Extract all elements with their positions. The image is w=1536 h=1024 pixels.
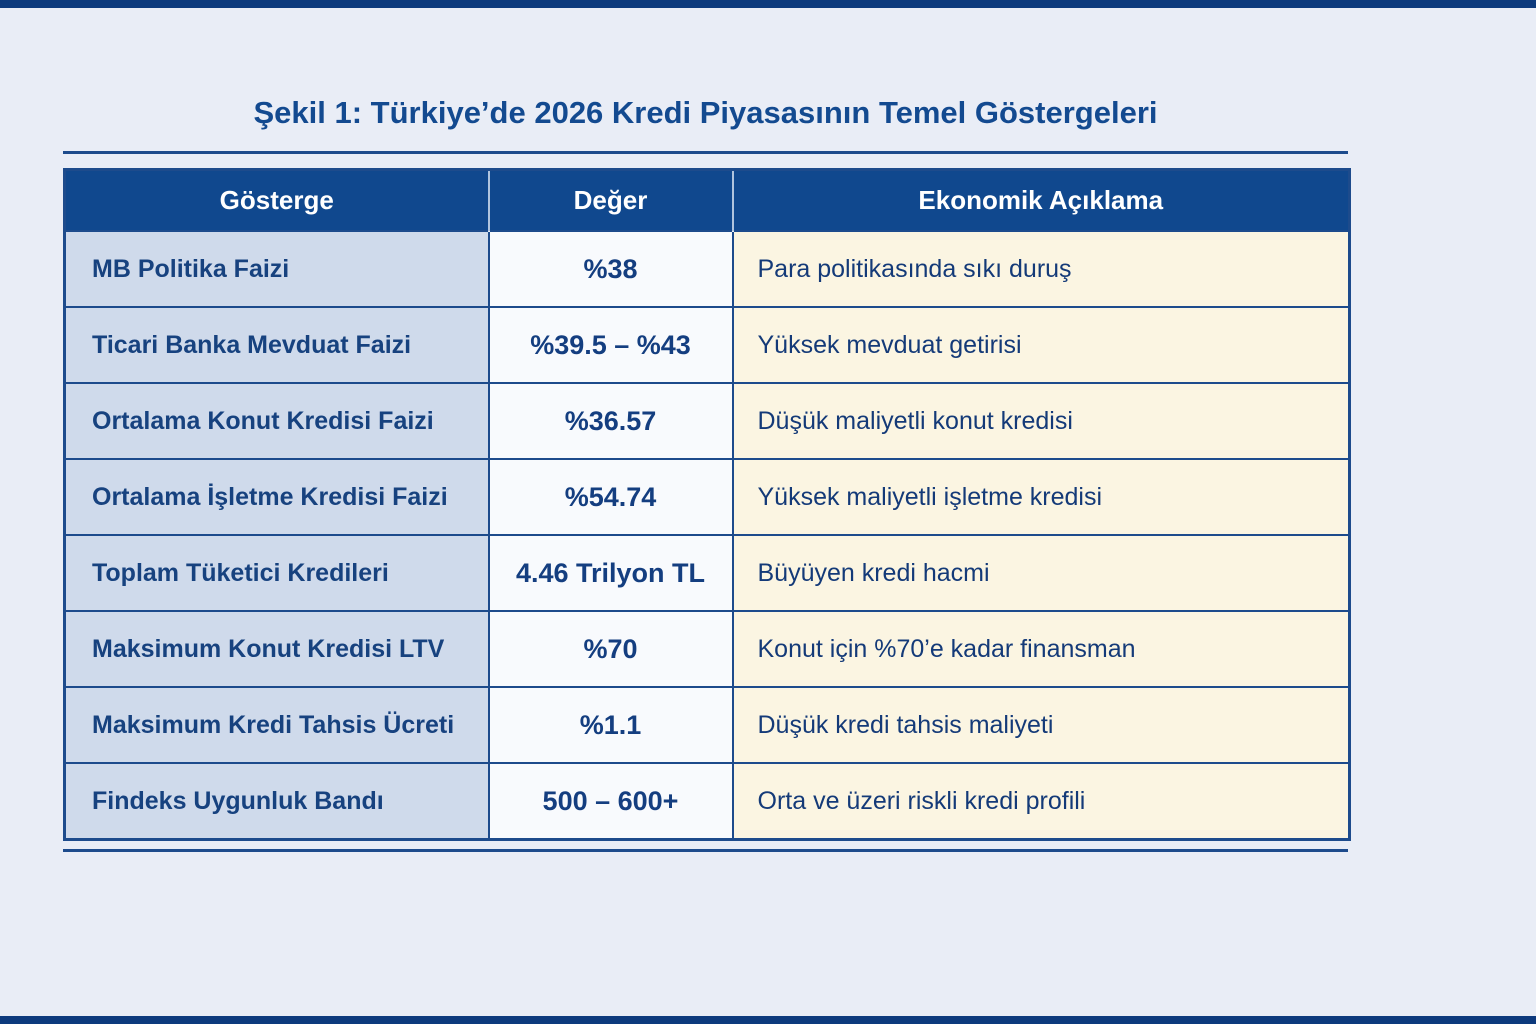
- column-header-deger: Değer: [489, 170, 733, 232]
- value-cell: 500 – 600+: [489, 763, 733, 840]
- explanation-cell: Konut için %70’e kadar finansman: [733, 611, 1350, 687]
- table-row: [65, 459, 1350, 535]
- figure-container: [63, 8, 1348, 852]
- indicator-cell: Ortalama İşletme Kredisi Faizi: [65, 459, 489, 535]
- table-row: [65, 383, 1350, 459]
- value-cell: %39.5 – %43: [489, 307, 733, 383]
- explanation-cell: Yüksek mevduat getirisi: [733, 307, 1350, 383]
- value-cell: %54.74: [489, 459, 733, 535]
- value-cell: %70: [489, 611, 733, 687]
- figure-title: Şekil 1: Türkiye’de 2026 Kredi Piyasasının Temel Göstergeleri: [253, 95, 1158, 130]
- table-row: [65, 307, 1350, 383]
- value-cell: %38: [489, 231, 733, 307]
- explanation-cell: Para politikasında sıkı duruş: [733, 231, 1350, 307]
- indicator-cell: Ortalama Konut Kredisi Faizi: [65, 383, 489, 459]
- explanation-cell: Düşük maliyetli konut kredisi: [733, 383, 1350, 459]
- indicator-cell: Maksimum Konut Kredisi LTV: [65, 611, 489, 687]
- explanation-cell: Yüksek maliyetli işletme kredisi: [733, 459, 1350, 535]
- value-cell: 4.46 Trilyon TL: [489, 535, 733, 611]
- table-row: [65, 611, 1350, 687]
- explanation-cell: Düşük kredi tahsis maliyeti: [733, 687, 1350, 763]
- indicator-table: [63, 168, 1351, 841]
- table-header-row: [65, 170, 1350, 232]
- indicator-cell: Findeks Uygunluk Bandı: [65, 763, 489, 840]
- table-row: [65, 687, 1350, 763]
- indicator-cell: MB Politika Faizi: [65, 231, 489, 307]
- explanation-cell: Büyüyen kredi hacmi: [733, 535, 1350, 611]
- column-header-gosterge: Gösterge: [65, 170, 489, 232]
- bottom-accent-bar: [0, 1016, 1536, 1024]
- column-header-ekonomik-aciklama: Ekonomik Açıklama: [733, 170, 1350, 232]
- title-divider-rule: [63, 151, 1348, 154]
- value-cell: %36.57: [489, 383, 733, 459]
- indicator-cell: Toplam Tüketici Kredileri: [65, 535, 489, 611]
- indicator-cell: Ticari Banka Mevduat Faizi: [65, 307, 489, 383]
- top-accent-bar: [0, 0, 1536, 8]
- explanation-cell: Orta ve üzeri riskli kredi profili: [733, 763, 1350, 840]
- table-row: [65, 231, 1350, 307]
- indicator-cell: Maksimum Kredi Tahsis Ücreti: [65, 687, 489, 763]
- table-bottom-rule: [63, 849, 1348, 852]
- value-cell: %1.1: [489, 687, 733, 763]
- table-row: [65, 763, 1350, 840]
- table-row: [65, 535, 1350, 611]
